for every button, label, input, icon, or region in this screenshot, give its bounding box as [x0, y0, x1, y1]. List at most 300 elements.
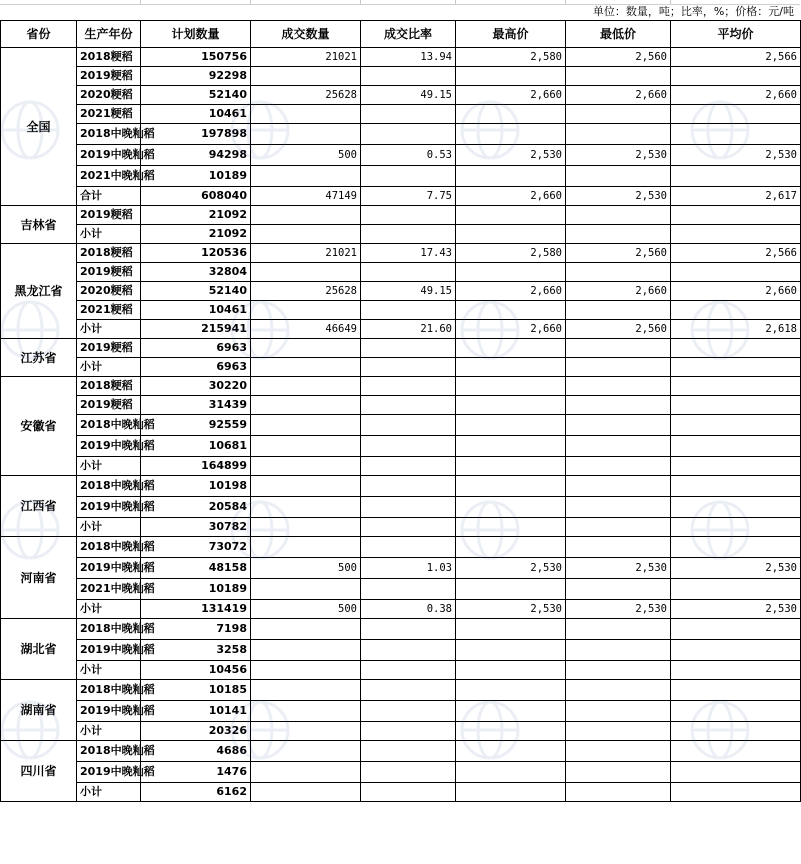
average-price-cell — [671, 579, 801, 600]
average-price-cell — [671, 762, 801, 783]
average-price-cell — [671, 225, 801, 244]
production-year-cell: 2018中晚籼稻 — [77, 415, 141, 436]
production-year-cell: 2018中晚籼稻 — [77, 680, 141, 701]
highest-price-cell — [456, 579, 566, 600]
lowest-price-cell — [566, 124, 671, 145]
province-cell: 江西省 — [1, 476, 77, 537]
highest-price-cell — [456, 476, 566, 497]
average-price-cell — [671, 783, 801, 802]
average-price-cell — [671, 396, 801, 415]
lowest-price-cell — [566, 67, 671, 86]
deal-ratio-cell — [361, 206, 456, 225]
highest-price-cell — [456, 206, 566, 225]
planned-quantity-cell: 131419 — [141, 600, 251, 619]
planned-quantity-cell: 92298 — [141, 67, 251, 86]
deal-quantity-cell — [251, 436, 361, 457]
deal-ratio-cell — [361, 225, 456, 244]
average-price-cell — [671, 680, 801, 701]
highest-price-cell — [456, 741, 566, 762]
header-planned-quantity: 计划数量 — [141, 21, 251, 48]
trade-results-table — [0, 20, 801, 802]
average-price-cell — [671, 166, 801, 187]
header-deal-ratio: 成交比率 — [361, 21, 456, 48]
deal-ratio-cell — [361, 741, 456, 762]
production-year-cell: 2019粳稻 — [77, 396, 141, 415]
highest-price-cell: 2,530 — [456, 145, 566, 166]
highest-price-cell — [456, 358, 566, 377]
planned-quantity-cell: 10461 — [141, 105, 251, 124]
production-year-cell: 2019中晚籼稻 — [77, 497, 141, 518]
average-price-cell — [671, 640, 801, 661]
header-province: 省份 — [1, 21, 77, 48]
lowest-price-cell — [566, 640, 671, 661]
production-year-cell: 2020粳稻 — [77, 282, 141, 301]
production-year-cell: 小计 — [77, 600, 141, 619]
deal-ratio-cell — [361, 579, 456, 600]
production-year-cell: 小计 — [77, 722, 141, 741]
table-row — [1, 86, 801, 105]
deal-ratio-cell — [361, 263, 456, 282]
table-row — [1, 166, 801, 187]
table-row — [1, 67, 801, 86]
deal-ratio-cell — [361, 105, 456, 124]
deal-quantity-cell — [251, 661, 361, 680]
lowest-price-cell — [566, 579, 671, 600]
lowest-price-cell — [566, 415, 671, 436]
deal-ratio-cell: 13.94 — [361, 48, 456, 67]
table-row — [1, 661, 801, 680]
table-row — [1, 206, 801, 225]
deal-quantity-cell — [251, 518, 361, 537]
production-year-cell: 小计 — [77, 457, 141, 476]
production-year-cell: 2021粳稻 — [77, 105, 141, 124]
lowest-price-cell: 2,660 — [566, 86, 671, 105]
table-row — [1, 282, 801, 301]
planned-quantity-cell: 20584 — [141, 497, 251, 518]
deal-quantity-cell: 46649 — [251, 320, 361, 339]
deal-quantity-cell — [251, 537, 361, 558]
planned-quantity-cell: 4686 — [141, 741, 251, 762]
lowest-price-cell — [566, 619, 671, 640]
planned-quantity-cell: 6963 — [141, 339, 251, 358]
planned-quantity-cell: 10141 — [141, 701, 251, 722]
deal-quantity-cell — [251, 301, 361, 320]
highest-price-cell — [456, 339, 566, 358]
production-year-cell: 2018中晚籼稻 — [77, 619, 141, 640]
planned-quantity-cell: 164899 — [141, 457, 251, 476]
average-price-cell — [671, 263, 801, 282]
table-row — [1, 476, 801, 497]
deal-quantity-cell — [251, 124, 361, 145]
deal-ratio-cell — [361, 301, 456, 320]
deal-quantity-cell — [251, 701, 361, 722]
deal-ratio-cell — [361, 436, 456, 457]
deal-ratio-cell: 17.43 — [361, 244, 456, 263]
lowest-price-cell — [566, 680, 671, 701]
deal-ratio-cell — [361, 762, 456, 783]
lowest-price-cell — [566, 476, 671, 497]
province-cell: 湖南省 — [1, 680, 77, 741]
deal-quantity-cell: 500 — [251, 558, 361, 579]
deal-quantity-cell — [251, 415, 361, 436]
table-row — [1, 396, 801, 415]
highest-price-cell — [456, 537, 566, 558]
deal-quantity-cell — [251, 619, 361, 640]
average-price-cell: 2,660 — [671, 282, 801, 301]
production-year-cell: 2019中晚籼稻 — [77, 145, 141, 166]
table-row — [1, 457, 801, 476]
deal-ratio-cell — [361, 476, 456, 497]
header-lowest-price: 最低价 — [566, 21, 671, 48]
production-year-cell: 2018中晚籼稻 — [77, 124, 141, 145]
average-price-cell — [671, 741, 801, 762]
average-price-cell — [671, 67, 801, 86]
highest-price-cell: 2,580 — [456, 244, 566, 263]
planned-quantity-cell: 94298 — [141, 145, 251, 166]
deal-quantity-cell — [251, 67, 361, 86]
highest-price-cell — [456, 301, 566, 320]
deal-quantity-cell — [251, 762, 361, 783]
lowest-price-cell — [566, 436, 671, 457]
lowest-price-cell — [566, 166, 671, 187]
production-year-cell: 2019中晚籼稻 — [77, 640, 141, 661]
deal-quantity-cell — [251, 741, 361, 762]
highest-price-cell: 2,660 — [456, 320, 566, 339]
lowest-price-cell: 2,530 — [566, 600, 671, 619]
lowest-price-cell: 2,560 — [566, 244, 671, 263]
deal-ratio-cell — [361, 497, 456, 518]
table-row — [1, 145, 801, 166]
header-production-year: 生产年份 — [77, 21, 141, 48]
average-price-cell — [671, 436, 801, 457]
lowest-price-cell — [566, 377, 671, 396]
highest-price-cell — [456, 661, 566, 680]
header-deal-quantity: 成交数量 — [251, 21, 361, 48]
average-price-cell: 2,566 — [671, 48, 801, 67]
average-price-cell — [671, 377, 801, 396]
deal-quantity-cell: 47149 — [251, 187, 361, 206]
table-row — [1, 436, 801, 457]
average-price-cell — [671, 661, 801, 680]
deal-ratio-cell — [361, 537, 456, 558]
deal-quantity-cell — [251, 783, 361, 802]
highest-price-cell: 2,660 — [456, 187, 566, 206]
average-price-cell: 2,530 — [671, 145, 801, 166]
planned-quantity-cell: 150756 — [141, 48, 251, 67]
deal-ratio-cell — [361, 640, 456, 661]
planned-quantity-cell: 48158 — [141, 558, 251, 579]
table-row — [1, 619, 801, 640]
lowest-price-cell — [566, 358, 671, 377]
average-price-cell — [671, 105, 801, 124]
planned-quantity-cell: 6963 — [141, 358, 251, 377]
production-year-cell: 小计 — [77, 661, 141, 680]
table-row — [1, 701, 801, 722]
production-year-cell: 2019粳稻 — [77, 263, 141, 282]
planned-quantity-cell: 92559 — [141, 415, 251, 436]
average-price-cell: 2,530 — [671, 600, 801, 619]
table-row — [1, 518, 801, 537]
deal-quantity-cell — [251, 579, 361, 600]
planned-quantity-cell: 20326 — [141, 722, 251, 741]
deal-ratio-cell — [361, 518, 456, 537]
production-year-cell: 2020粳稻 — [77, 86, 141, 105]
lowest-price-cell — [566, 537, 671, 558]
highest-price-cell — [456, 619, 566, 640]
deal-quantity-cell: 21021 — [251, 244, 361, 263]
production-year-cell: 小计 — [77, 518, 141, 537]
highest-price-cell — [456, 640, 566, 661]
highest-price-cell — [456, 436, 566, 457]
province-cell: 四川省 — [1, 741, 77, 802]
deal-ratio-cell — [361, 457, 456, 476]
table-row — [1, 783, 801, 802]
table-row — [1, 263, 801, 282]
deal-quantity-cell — [251, 358, 361, 377]
deal-quantity-cell: 500 — [251, 600, 361, 619]
deal-quantity-cell — [251, 263, 361, 282]
planned-quantity-cell: 120536 — [141, 244, 251, 263]
lowest-price-cell — [566, 661, 671, 680]
deal-quantity-cell — [251, 476, 361, 497]
highest-price-cell — [456, 783, 566, 802]
average-price-cell — [671, 497, 801, 518]
production-year-cell: 2018粳稻 — [77, 244, 141, 263]
highest-price-cell — [456, 701, 566, 722]
planned-quantity-cell: 10185 — [141, 680, 251, 701]
highest-price-cell: 2,530 — [456, 558, 566, 579]
planned-quantity-cell: 10456 — [141, 661, 251, 680]
production-year-cell: 2019中晚籼稻 — [77, 558, 141, 579]
table-row — [1, 301, 801, 320]
planned-quantity-cell: 10198 — [141, 476, 251, 497]
table-row — [1, 124, 801, 145]
planned-quantity-cell: 10189 — [141, 579, 251, 600]
province-cell: 河南省 — [1, 537, 77, 619]
highest-price-cell — [456, 67, 566, 86]
average-price-cell: 2,530 — [671, 558, 801, 579]
deal-quantity-cell: 21021 — [251, 48, 361, 67]
production-year-cell: 2019中晚籼稻 — [77, 762, 141, 783]
table-row — [1, 358, 801, 377]
planned-quantity-cell: 6162 — [141, 783, 251, 802]
production-year-cell: 2019粳稻 — [77, 67, 141, 86]
highest-price-cell — [456, 124, 566, 145]
average-price-cell — [671, 457, 801, 476]
header-average-price: 平均价 — [671, 21, 801, 48]
table-row — [1, 415, 801, 436]
lowest-price-cell — [566, 263, 671, 282]
table-row — [1, 762, 801, 783]
planned-quantity-cell: 10461 — [141, 301, 251, 320]
deal-ratio-cell: 21.60 — [361, 320, 456, 339]
province-cell: 湖北省 — [1, 619, 77, 680]
average-price-cell — [671, 301, 801, 320]
average-price-cell — [671, 476, 801, 497]
highest-price-cell: 2,530 — [456, 600, 566, 619]
deal-ratio-cell — [361, 358, 456, 377]
lowest-price-cell — [566, 396, 671, 415]
lowest-price-cell — [566, 783, 671, 802]
planned-quantity-cell: 31439 — [141, 396, 251, 415]
highest-price-cell — [456, 377, 566, 396]
production-year-cell: 2018粳稻 — [77, 377, 141, 396]
deal-quantity-cell — [251, 640, 361, 661]
deal-ratio-cell: 49.15 — [361, 86, 456, 105]
lowest-price-cell — [566, 701, 671, 722]
deal-ratio-cell: 0.53 — [361, 145, 456, 166]
deal-quantity-cell: 25628 — [251, 282, 361, 301]
deal-quantity-cell — [251, 105, 361, 124]
production-year-cell: 2019粳稻 — [77, 206, 141, 225]
average-price-cell — [671, 701, 801, 722]
highest-price-cell — [456, 166, 566, 187]
province-cell: 吉林省 — [1, 206, 77, 244]
highest-price-cell — [456, 680, 566, 701]
table-row — [1, 48, 801, 67]
highest-price-cell — [456, 396, 566, 415]
planned-quantity-cell: 3258 — [141, 640, 251, 661]
planned-quantity-cell: 1476 — [141, 762, 251, 783]
province-cell: 江苏省 — [1, 339, 77, 377]
production-year-cell: 2019中晚籼稻 — [77, 701, 141, 722]
deal-ratio-cell — [361, 124, 456, 145]
table-row — [1, 105, 801, 124]
planned-quantity-cell: 215941 — [141, 320, 251, 339]
table-row — [1, 225, 801, 244]
province-cell: 安徽省 — [1, 377, 77, 476]
province-cell: 全国 — [1, 48, 77, 206]
lowest-price-cell: 2,560 — [566, 320, 671, 339]
province-cell: 黑龙江省 — [1, 244, 77, 339]
production-year-cell: 小计 — [77, 225, 141, 244]
planned-quantity-cell: 30220 — [141, 377, 251, 396]
table-row — [1, 722, 801, 741]
deal-ratio-cell: 49.15 — [361, 282, 456, 301]
average-price-cell: 2,566 — [671, 244, 801, 263]
highest-price-cell — [456, 722, 566, 741]
average-price-cell — [671, 537, 801, 558]
deal-ratio-cell — [361, 396, 456, 415]
highest-price-cell: 2,660 — [456, 282, 566, 301]
table-row — [1, 187, 801, 206]
deal-ratio-cell — [361, 680, 456, 701]
highest-price-cell — [456, 497, 566, 518]
highest-price-cell — [456, 263, 566, 282]
deal-ratio-cell: 1.03 — [361, 558, 456, 579]
deal-ratio-cell: 7.75 — [361, 187, 456, 206]
production-year-cell: 2019粳稻 — [77, 339, 141, 358]
planned-quantity-cell: 21092 — [141, 206, 251, 225]
lowest-price-cell — [566, 457, 671, 476]
production-year-cell: 2018粳稻 — [77, 48, 141, 67]
planned-quantity-cell: 73072 — [141, 537, 251, 558]
lowest-price-cell — [566, 105, 671, 124]
lowest-price-cell: 2,530 — [566, 145, 671, 166]
lowest-price-cell — [566, 518, 671, 537]
deal-quantity-cell: 25628 — [251, 86, 361, 105]
deal-quantity-cell — [251, 396, 361, 415]
table-row — [1, 537, 801, 558]
lowest-price-cell — [566, 206, 671, 225]
planned-quantity-cell: 10681 — [141, 436, 251, 457]
deal-quantity-cell — [251, 206, 361, 225]
deal-quantity-cell — [251, 457, 361, 476]
lowest-price-cell — [566, 301, 671, 320]
highest-price-cell — [456, 105, 566, 124]
deal-ratio-cell — [361, 339, 456, 358]
deal-ratio-cell — [361, 701, 456, 722]
deal-quantity-cell — [251, 497, 361, 518]
lowest-price-cell — [566, 722, 671, 741]
highest-price-cell — [456, 457, 566, 476]
production-year-cell: 2018中晚籼稻 — [77, 537, 141, 558]
highest-price-cell — [456, 762, 566, 783]
production-year-cell: 2018中晚籼稻 — [77, 476, 141, 497]
lowest-price-cell — [566, 497, 671, 518]
deal-ratio-cell — [361, 67, 456, 86]
highest-price-cell — [456, 415, 566, 436]
lowest-price-cell — [566, 741, 671, 762]
production-year-cell: 小计 — [77, 358, 141, 377]
deal-ratio-cell — [361, 661, 456, 680]
planned-quantity-cell: 52140 — [141, 282, 251, 301]
deal-quantity-cell — [251, 166, 361, 187]
highest-price-cell: 2,660 — [456, 86, 566, 105]
deal-quantity-cell — [251, 722, 361, 741]
lowest-price-cell: 2,660 — [566, 282, 671, 301]
deal-ratio-cell — [361, 722, 456, 741]
lowest-price-cell: 2,530 — [566, 187, 671, 206]
deal-ratio-cell — [361, 166, 456, 187]
table-row — [1, 680, 801, 701]
production-year-cell: 小计 — [77, 783, 141, 802]
production-year-cell: 2021粳稻 — [77, 301, 141, 320]
table-row — [1, 244, 801, 263]
deal-ratio-cell — [361, 415, 456, 436]
table-row — [1, 497, 801, 518]
deal-quantity-cell — [251, 377, 361, 396]
average-price-cell — [671, 619, 801, 640]
average-price-cell — [671, 358, 801, 377]
average-price-cell — [671, 339, 801, 358]
deal-quantity-cell — [251, 339, 361, 358]
table-row — [1, 741, 801, 762]
average-price-cell: 2,617 — [671, 187, 801, 206]
highest-price-cell: 2,580 — [456, 48, 566, 67]
average-price-cell: 2,660 — [671, 86, 801, 105]
deal-ratio-cell: 0.38 — [361, 600, 456, 619]
table-row — [1, 640, 801, 661]
highest-price-cell — [456, 518, 566, 537]
average-price-cell — [671, 518, 801, 537]
lowest-price-cell: 2,530 — [566, 558, 671, 579]
production-year-cell: 合计 — [77, 187, 141, 206]
table-row — [1, 579, 801, 600]
deal-quantity-cell: 500 — [251, 145, 361, 166]
lowest-price-cell — [566, 339, 671, 358]
production-year-cell: 2019中晚籼稻 — [77, 436, 141, 457]
average-price-cell — [671, 722, 801, 741]
production-year-cell: 小计 — [77, 320, 141, 339]
table-header-row — [1, 21, 801, 48]
header-highest-price: 最高价 — [456, 21, 566, 48]
table-row — [1, 558, 801, 579]
deal-ratio-cell — [361, 377, 456, 396]
deal-ratio-cell — [361, 619, 456, 640]
deal-quantity-cell — [251, 225, 361, 244]
deal-ratio-cell — [361, 783, 456, 802]
